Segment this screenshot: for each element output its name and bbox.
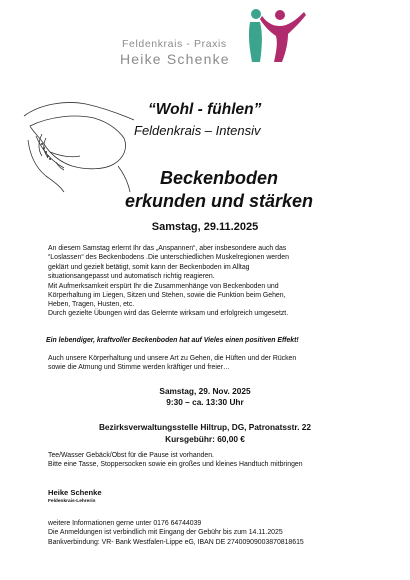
intro-line: Mit Aufmerksamkeit erspürt Ihr die Zusammenhänge von Beckenboden und <box>48 282 279 290</box>
signature-role: Feldenkrais-Lehrerin <box>48 499 96 504</box>
posture-line: sowie die Atmung und Stimme werden kräftiger und freier… <box>48 364 230 372</box>
event-date: Samstag, 29. Nov. 2025 <box>159 386 251 396</box>
note-line: Bitte eine Tasse, Stoppersocken sowie ein großes und kleines Handtuch mitbringen <box>48 461 303 469</box>
subtitle-heading: Feldenkrais – Intensiv <box>134 123 261 138</box>
intro-line: situationsangepasst und automatisch richtig reagieren. <box>48 273 215 281</box>
intro-paragraph <box>48 244 378 310</box>
notes-paragraph <box>48 451 378 470</box>
signature-name: Heike Schenke <box>48 488 102 497</box>
intro-line: geklärt und gezielt betätigt, somit kann der Beckenboden im Alltag <box>48 263 250 271</box>
contact-line: weitere Informationen gerne unter 0176 64744039 <box>48 520 202 527</box>
event-fee: Kursgebühr: 60,00 € <box>165 434 245 444</box>
practice-line: Durch gezielte Übungen wird das Gelernte wirksam und erfolgreich umgesetzt. <box>48 310 289 317</box>
intro-line: “Loslassen“ des Beckenbodens .Die unterschiedlichen Muskelregionen werden <box>48 254 289 262</box>
main-title-line1: Beckenboden <box>159 168 279 188</box>
intro-line: An diesem Samstag erlernt Ihr das „Anspannen“, aber insbesondere auch das <box>48 245 287 252</box>
logo-practice-name: Feldenkrais - Praxis <box>122 38 227 50</box>
event-venue: Bezirksverwaltungsstelle Hiltrup, DG, Patronatsstr. 22 <box>98 422 312 432</box>
event-time: 9:30 – ca. 13:30 Uhr <box>166 397 244 407</box>
dancers-logo-icon <box>236 6 310 64</box>
event-datetime <box>0 386 410 408</box>
main-title-line2: erkunden und stärken <box>124 191 314 211</box>
contact-line: Bankverbindung: VR- Bank Westfalen-Lippe eG, IBAN DE 27400909003870818615 <box>48 538 304 546</box>
posture-line: Auch unsere Körperhaltung und unsere Art zu Gehen, die Hüften und der Rücken <box>48 355 297 362</box>
contact-paragraph <box>48 519 398 547</box>
contact-line: Die Anmeldungen ist verbindlich mit Eingang der Gebühr bis zum 14.11.2025 <box>48 529 283 537</box>
intro-line: Heben, Tragen, Husten, etc. <box>48 301 135 309</box>
practice-paragraph <box>48 309 378 318</box>
event-location <box>0 421 410 445</box>
emphasis-statement: Ein lebendiger, kraftvoller Beckenboden hat auf Vieles einen positiven Effekt! <box>46 337 299 344</box>
intro-line: Körperhaltung im Liegen, Sitzen und Stehen, sowie die Funktion beim Gehen, <box>48 292 286 300</box>
logo-owner-name: Heike Schenke <box>120 51 230 67</box>
note-line: Tee/Wasser Gebäck/Obst für die Pause ist vorhanden. <box>48 452 214 459</box>
posture-paragraph <box>48 354 378 373</box>
date-heading: Samstag, 29.11.2025 <box>151 221 259 233</box>
slogan-heading: “Wohl - fühlen” <box>148 101 262 118</box>
